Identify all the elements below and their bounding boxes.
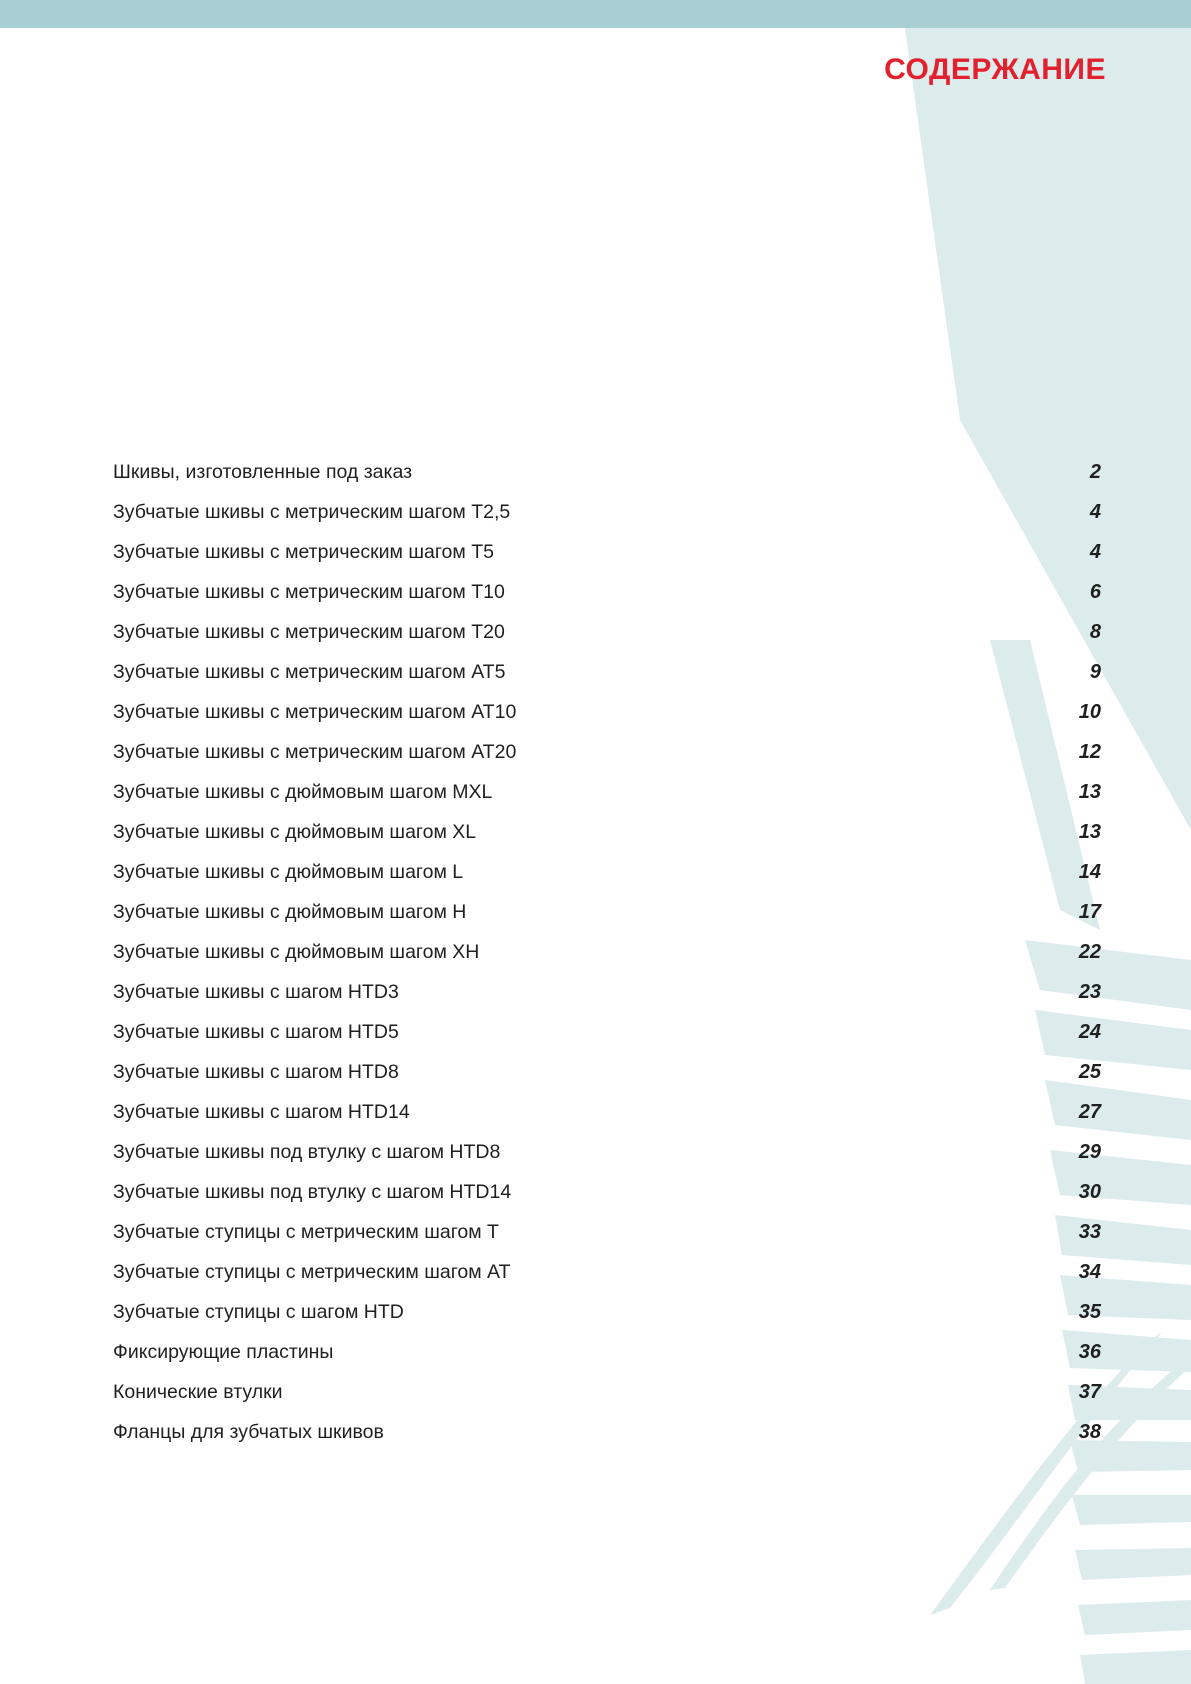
toc-entry[interactable] [113,1132,1101,1172]
toc-entry-title: Зубчатые ступицы с шагом HTD [113,1300,404,1323]
toc-entry-title: Зубчатые шкивы с метрическим шагом АТ10 [113,700,517,723]
toc-entry-title: Зубчатые шкивы с дюймовым шагом MXL [113,780,493,803]
toc-entry[interactable] [113,812,1101,852]
toc-entry-title: Зубчатые шкивы с шагом HTD8 [113,1060,399,1083]
toc-entry-page-number: 9 [1089,660,1101,683]
toc-entry[interactable] [113,1172,1101,1212]
toc-entry[interactable] [113,1252,1101,1292]
toc-entry[interactable] [113,852,1101,892]
toc-entry[interactable] [113,452,1101,492]
toc-entry-title: Зубчатые шкивы с дюймовым шагом XL [113,820,477,843]
toc-entry-page-number: 13 [1078,780,1101,803]
toc-entry[interactable] [113,932,1101,972]
toc-entry-title: Фиксирующие пластины [113,1340,334,1363]
toc-entry[interactable] [113,772,1101,812]
toc-entry[interactable] [113,532,1101,572]
toc-entry-page-number: 12 [1078,740,1101,763]
toc-entry[interactable] [113,612,1101,652]
toc-entry-page-number: 23 [1078,980,1101,1003]
table-of-contents [113,452,1101,1452]
toc-entry-page-number: 36 [1078,1340,1101,1363]
toc-entry-title: Зубчатые шкивы с метрическим шагом Т5 [113,540,494,563]
toc-entry[interactable] [113,1332,1101,1372]
toc-entry-page-number: 10 [1078,700,1101,723]
toc-entry[interactable] [113,1012,1101,1052]
toc-entry-title: Зубчатые ступицы с метрическим шагом Т [113,1220,499,1243]
toc-entry-page-number: 33 [1078,1220,1101,1243]
toc-entry-title: Зубчатые шкивы с дюймовым шагом L [113,860,464,883]
toc-entry-page-number: 4 [1089,540,1101,563]
toc-entry-page-number: 37 [1078,1380,1101,1403]
page-title: СОДЕРЖАНИЕ [884,53,1106,86]
toc-entry-page-number: 17 [1078,900,1101,923]
toc-entry-title: Конические втулки [113,1380,283,1403]
toc-entry-title: Фланцы для зубчатых шкивов [113,1420,384,1443]
toc-entry-title: Зубчатые шкивы с метрическим шагом АТ20 [113,740,517,763]
toc-entry-page-number: 14 [1078,860,1101,883]
toc-entry-page-number: 30 [1078,1180,1101,1203]
toc-entry[interactable] [113,692,1101,732]
toc-entry-title: Зубчатые ступицы с метрическим шагом АТ [113,1260,511,1283]
toc-entry-title: Зубчатые шкивы с метрическим шагом Т2,5 [113,500,511,523]
toc-entry-page-number: 29 [1078,1140,1101,1163]
toc-entry[interactable] [113,652,1101,692]
toc-entry-title: Зубчатые шкивы с метрическим шагом АТ5 [113,660,506,683]
toc-entry[interactable] [113,1292,1101,1332]
toc-entry-page-number: 24 [1078,1020,1101,1043]
toc-entry-page-number: 6 [1089,580,1101,603]
toc-entry[interactable] [113,1052,1101,1092]
toc-entry[interactable] [113,732,1101,772]
toc-entry-page-number: 13 [1078,820,1101,843]
toc-entry[interactable] [113,1092,1101,1132]
toc-entry-title: Зубчатые шкивы под втулку с шагом HTD14 [113,1180,512,1203]
toc-entry[interactable] [113,1372,1101,1412]
toc-entry[interactable] [113,892,1101,932]
toc-entry-page-number: 34 [1078,1260,1101,1283]
toc-entry-page-number: 25 [1078,1060,1101,1083]
toc-entry-page-number: 22 [1078,940,1101,963]
toc-entry-title: Зубчатые шкивы с шагом HTD5 [113,1020,399,1043]
toc-entry[interactable] [113,492,1101,532]
toc-entry-page-number: 35 [1078,1300,1101,1323]
toc-entry[interactable] [113,1212,1101,1252]
toc-entry-page-number: 8 [1089,620,1101,643]
toc-entry[interactable] [113,972,1101,1012]
toc-entry-title: Зубчатые шкивы под втулку с шагом HTD8 [113,1140,501,1163]
toc-entry-page-number: 2 [1089,460,1101,483]
toc-entry-page-number: 27 [1078,1100,1101,1123]
toc-entry-title: Зубчатые шкивы с дюймовым шагом XH [113,940,480,963]
toc-entry[interactable] [113,572,1101,612]
toc-entry-page-number: 38 [1078,1420,1101,1443]
toc-entry-title: Зубчатые шкивы с шагом HTD3 [113,980,399,1003]
toc-entry-title: Зубчатые шкивы с дюймовым шагом H [113,900,467,923]
toc-entry-title: Зубчатые шкивы с метрическим шагом Т20 [113,620,505,643]
toc-entry[interactable] [113,1412,1101,1452]
toc-entry-title: Зубчатые шкивы с шагом HTD14 [113,1100,410,1123]
toc-entry-page-number: 4 [1089,500,1101,523]
toc-entry-title: Зубчатые шкивы с метрическим шагом Т10 [113,580,505,603]
toc-entry-title: Шкивы, изготовленные под заказ [113,460,413,483]
